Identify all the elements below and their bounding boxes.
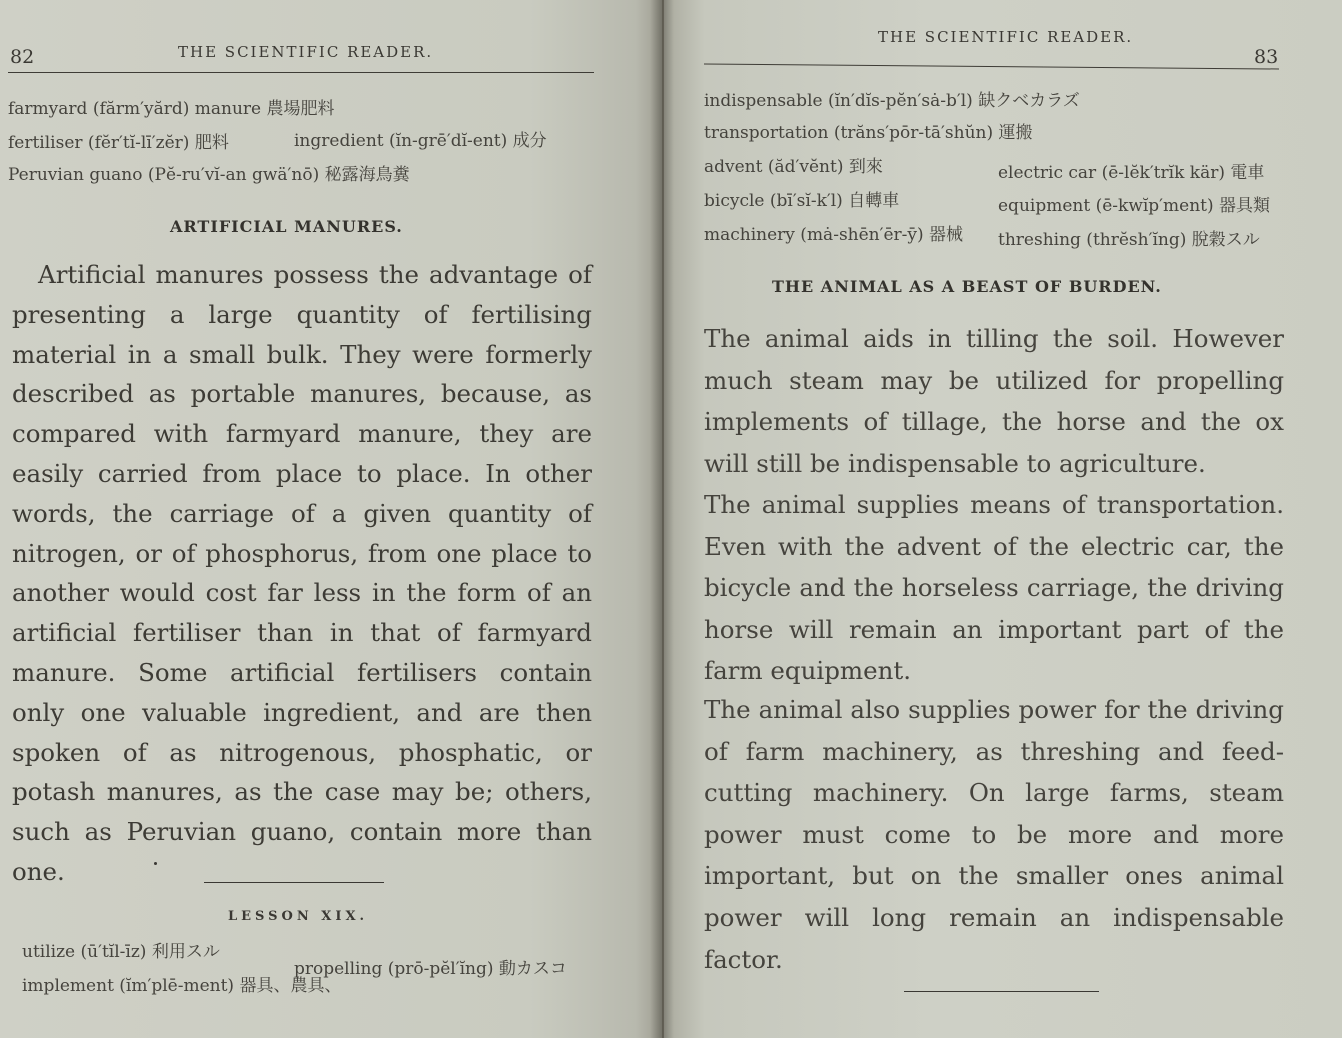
section-heading: ARTIFICIAL MANURES. bbox=[170, 217, 403, 236]
body-paragraph: The animal supplies means of transportation. Even with the advent of the electric car, the bicycle and the horseless carriage, the driving horse will remain an important part of the farm equipment. bbox=[704, 490, 1284, 686]
page-end-rule bbox=[904, 991, 1099, 992]
vocab-item: farmyard (fărm′yărd) manure 農場肥料 bbox=[8, 99, 335, 119]
vocab-item: utilize (ū′tĭl-īz) 利用スル bbox=[22, 942, 220, 962]
vocab-item: advent (ăd′vĕnt) 到來 bbox=[704, 157, 883, 177]
left-page-number: 82 bbox=[10, 46, 35, 68]
vocab-item: equipment (ē-kwĭp′ment) 器具類 bbox=[998, 196, 1271, 216]
lesson-rule bbox=[204, 882, 384, 883]
vocab-item: bicycle (bī′sĭ-k′l) 自轉車 bbox=[704, 191, 900, 211]
right-header-rule bbox=[704, 63, 1279, 69]
lesson-title: LESSON XIX. bbox=[228, 909, 369, 924]
vocab-item: electric car (ē-lĕk′trĭk kär) 電車 bbox=[998, 163, 1265, 183]
section-heading: THE ANIMAL AS A BEAST OF BURDEN. bbox=[772, 277, 1162, 296]
vocab-item: threshing (thrĕsh′ĭng) 脫穀スル bbox=[998, 230, 1260, 250]
body-paragraph: Artificial manures possess the advantage of presenting a large quantity of fertilising material in a small bulk. They were formerly described as portable manures, because, as compared with farmyard manure, they are easily carried from place to place. In other words, the carriage of a given quantity of nitrogen, or of phosphorus, from one place to another would cost far less in the form of an artificial fertiliser than in that of farmyard manure. Some artificial fertilisers contain only one valuable ingredient, and are then spoken of as nitrogenous, phosphatic, or potash manures, as the case may be; others, such as Peruvian guano, contain more than one. bbox=[12, 260, 592, 886]
right-page-number: 83 bbox=[1254, 46, 1279, 68]
body-paragraph: The animal aids in tilling the soil. However much steam may be utilized for propelling implements of tillage, the horse and the ox will still be indispensable to agriculture. bbox=[704, 324, 1284, 478]
left-page bbox=[0, 0, 662, 1038]
left-running-head: THE SCIENTIFIC READER. bbox=[178, 43, 434, 61]
vocab-item: ingredient (ĭn-grē′dĭ-ent) 成分 bbox=[294, 131, 547, 151]
book-gutter bbox=[650, 0, 674, 1038]
right-running-head: THE SCIENTIFIC READER. bbox=[878, 28, 1134, 46]
vocab-item: indispensable (ĭn′dĭs-pĕn′sȧ-b′l) 缺クベカラズ bbox=[704, 91, 1080, 111]
vocab-item: fertiliser (fĕr′tĭ-lī′zĕr) 肥料 bbox=[8, 133, 229, 153]
vocab-item: implement (ĭm′plē-ment) 器具、農具、 bbox=[22, 976, 342, 996]
left-header-rule bbox=[8, 72, 594, 73]
print-mark bbox=[154, 862, 157, 865]
vocab-item: propelling (prō-pĕl′ĭng) 動カスコ bbox=[294, 959, 567, 979]
vocab-item: machinery (mȧ-shēn′ēr-ȳ) 器械 bbox=[704, 225, 964, 245]
body-paragraph: The animal also supplies power for the driving of farm machinery, as threshing and feed-cutting machinery. On large farms, steam power must come to be more and more important, but on the smaller ones animal power will long remain an indispensable factor. bbox=[704, 695, 1284, 974]
vocab-item: Peruvian guano (Pĕ-ru′vĭ-an gwä′nō) 秘露海鳥糞 bbox=[8, 165, 410, 185]
vocab-item: transportation (trăns′pōr-tā′shŭn) 運搬 bbox=[704, 123, 1033, 143]
